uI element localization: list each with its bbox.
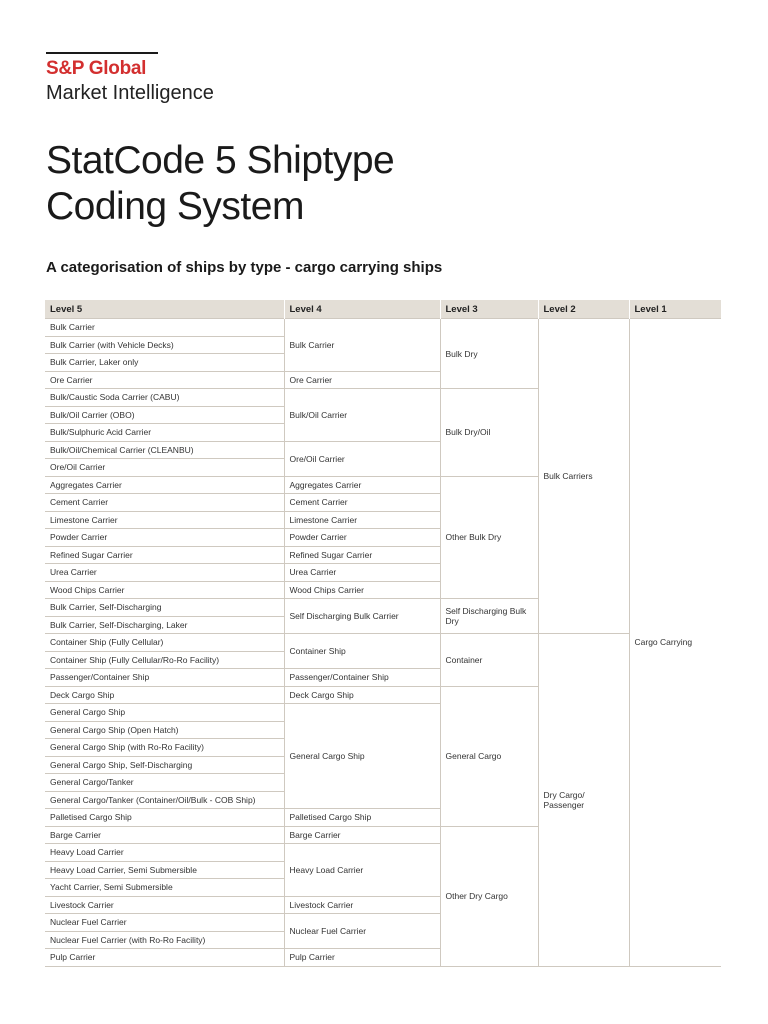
level4-cell: Pulp Carrier [284,949,440,967]
level5-cell: Refined Sugar Carrier [45,546,284,564]
level3-cell: Self Discharging Bulk Dry [440,599,538,634]
level5-cell: Urea Carrier [45,564,284,582]
level5-cell: Bulk Carrier, Self-Discharging [45,599,284,617]
level5-cell: General Cargo Ship (Open Hatch) [45,721,284,739]
level5-cell: General Cargo/Tanker (Container/Oil/Bulk - COB Ship) [45,791,284,809]
level5-cell: Aggregates Carrier [45,476,284,494]
level4-cell: General Cargo Ship [284,704,440,809]
level4-cell: Barge Carrier [284,826,440,844]
level4-cell: Passenger/Container Ship [284,669,440,687]
header-level-1: Level 1 [629,300,721,319]
level4-cell: Bulk Carrier [284,319,440,372]
level3-cell: General Cargo [440,686,538,826]
level5-cell: Cement Carrier [45,494,284,512]
level4-cell: Ore/Oil Carrier [284,441,440,476]
level4-cell: Limestone Carrier [284,511,440,529]
level5-cell: Heavy Load Carrier, Semi Submersible [45,861,284,879]
level4-cell: Powder Carrier [284,529,440,547]
level5-cell: Ore Carrier [45,371,284,389]
level5-cell: Deck Cargo Ship [45,686,284,704]
brand-rule [46,52,158,54]
header-row [45,300,721,319]
level4-cell: Nuclear Fuel Carrier [284,914,440,949]
title-line-1: StatCode 5 Shiptype [46,139,395,182]
header-level-2: Level 2 [538,300,629,319]
level5-cell: Palletised Cargo Ship [45,809,284,827]
level5-cell: Container Ship (Fully Cellular) [45,634,284,652]
level5-cell: Container Ship (Fully Cellular/Ro-Ro Facility) [45,651,284,669]
title-line-2: Coding System [46,185,304,228]
level4-cell: Self Discharging Bulk Carrier [284,599,440,634]
level4-cell: Urea Carrier [284,564,440,582]
level3-cell: Other Dry Cargo [440,826,538,966]
level4-cell: Refined Sugar Carrier [284,546,440,564]
page-title [46,138,394,230]
level4-cell: Ore Carrier [284,371,440,389]
level5-cell: General Cargo Ship (with Ro-Ro Facility) [45,739,284,757]
level4-cell: Livestock Carrier [284,896,440,914]
level5-cell: Bulk Carrier, Laker only [45,354,284,372]
level2-cell: Dry Cargo/ Passenger [538,634,629,967]
level4-cell: Aggregates Carrier [284,476,440,494]
level4-cell: Heavy Load Carrier [284,844,440,897]
level5-cell: Powder Carrier [45,529,284,547]
level3-cell: Other Bulk Dry [440,476,538,599]
level5-cell: Bulk/Oil Carrier (OBO) [45,406,284,424]
level5-cell: Nuclear Fuel Carrier (with Ro-Ro Facility) [45,931,284,949]
level5-cell: Livestock Carrier [45,896,284,914]
level5-cell: Bulk/Caustic Soda Carrier (CABU) [45,389,284,407]
table-row [45,319,721,337]
level4-cell: Palletised Cargo Ship [284,809,440,827]
level5-cell: Wood Chips Carrier [45,581,284,599]
header-level-3: Level 3 [440,300,538,319]
level5-cell: Pulp Carrier [45,949,284,967]
brand-name: S&P Global [46,58,147,79]
level5-cell: Bulk/Oil/Chemical Carrier (CLEANBU) [45,441,284,459]
level5-cell: Yacht Carrier, Semi Submersible [45,879,284,897]
header-level-5: Level 5 [45,300,284,319]
level5-cell: General Cargo Ship, Self-Discharging [45,756,284,774]
level5-cell: Bulk Carrier, Self-Discharging, Laker [45,616,284,634]
level3-cell: Container [440,634,538,687]
level5-cell: General Cargo/Tanker [45,774,284,792]
level5-cell: General Cargo Ship [45,704,284,722]
level5-cell: Heavy Load Carrier [45,844,284,862]
level5-cell: Bulk Carrier [45,319,284,337]
page-subtitle: A categorisation of ships by type - cargo carrying ships [46,259,443,276]
level3-cell: Bulk Dry [440,319,538,389]
level5-cell: Passenger/Container Ship [45,669,284,687]
table-row [45,634,721,652]
level4-cell: Bulk/Oil Carrier [284,389,440,442]
level4-cell: Wood Chips Carrier [284,581,440,599]
level3-cell: Bulk Dry/Oil [440,389,538,477]
level5-cell: Bulk/Sulphuric Acid Carrier [45,424,284,442]
level2-cell: Bulk Carriers [538,319,629,634]
level4-cell: Container Ship [284,634,440,669]
level1-cell: Cargo Carrying [629,319,721,967]
level4-cell: Cement Carrier [284,494,440,512]
level5-cell: Bulk Carrier (with Vehicle Decks) [45,336,284,354]
brand-division: Market Intelligence [46,82,214,104]
header-level-4: Level 4 [284,300,440,319]
level4-cell: Deck Cargo Ship [284,686,440,704]
level5-cell: Nuclear Fuel Carrier [45,914,284,932]
level5-cell: Barge Carrier [45,826,284,844]
level5-cell: Limestone Carrier [45,511,284,529]
level5-cell: Ore/Oil Carrier [45,459,284,477]
shiptype-table [45,300,721,967]
